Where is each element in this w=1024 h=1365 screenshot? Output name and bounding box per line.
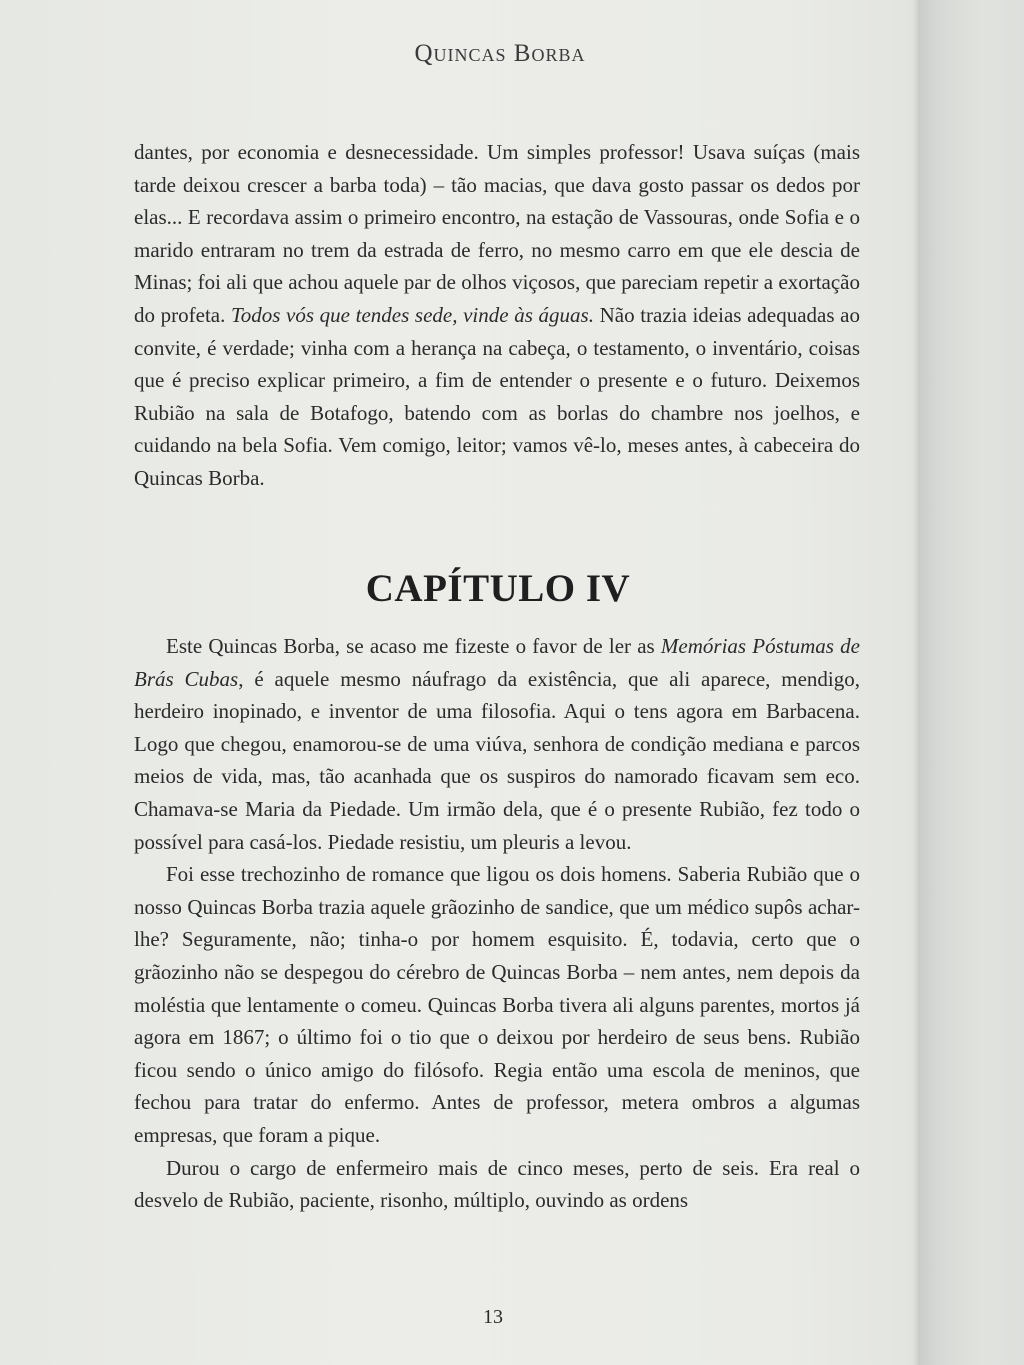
chapter-text-block: [134, 630, 860, 1217]
italic-book-title: Memórias Póstumas de Brás Cubas: [134, 634, 860, 691]
page-number: 13: [483, 1306, 503, 1328]
page-edge: [918, 0, 1024, 1365]
text-run: Este Quincas Borba, se acaso me fizeste o favor de ler as: [166, 634, 661, 658]
text-run: dantes, por economia e desnecessidade. Um simples professor! Usava suíças (mais tarde deixou crescer a barba toda) – tão macias, que dava gosto passar os dedos por elas... E recordava assim o primeiro encontro, na estação de Vassouras, onde Sofia e o marido entraram no trem da estrada de ferro, no mesmo carro em que ele descia de Minas; foi ali que achou aquele par de olhos viçosos, que pareciam repetir a exortação do profeta.: [134, 140, 860, 327]
text-run: Não trazia ideias adequadas ao convite, é verdade; vinha com a herança na cabeça, o testamento, o inventário, coisas que é preciso explicar primeiro, a fim de entender o presente e o futuro. Deixemos Rubião na sala de Botafogo, batendo com as borlas do chambre nos joelhos, e cuidando na bela Sofia. Vem comigo, leitor; vamos vê-lo, meses antes, à cabeceira do Quincas Borba.: [134, 302, 860, 490]
chapter-title: CAPÍTULO IV: [365, 567, 631, 610]
running-head: Quincas Borba: [414, 40, 586, 67]
text-run: , é aquele mesmo náufrago da existência, que ali aparece, mendigo, herdeiro inopinado, e inventor de uma filosofia. Aqui o tens agora em Barbacena. Logo que chegou, enamorou-se de uma viúva, senhora de condição mediana e parcos meios de vida, mas, tão acanhada que os suspiros do namorado ficavam sem eco. Chamava-se Maria da Piedade. Um irmão dela, que é o presente Rubião, fez todo o possível para casá-los. Piedade resistiu, um pleuris a levou.: [134, 666, 860, 854]
chapter-paragraph-1: [134, 630, 860, 858]
paragraph-continued: [134, 136, 860, 495]
chapter-paragraph-2: Foi esse trechozinho de romance que ligou os dois homens. Saberia Rubião que o nosso Quincas Borba trazia aquele grãozinho de sandice, que um médico supôs achar-lhe? Seguramente, não; tinha-o por homem esquisito. É, todavia, certo que o grãozinho não se despegou do cérebro de Quincas Borba – nem antes, nem depois da moléstia que lentamente o comeu. Quincas Borba tivera ali alguns parentes, mortos já agora em 1867; o último foi o tio que o deixou por herdeiro de seus bens. Rubião ficou sendo o único amigo do filósofo. Regia então uma escola de meninos, que fechou para tratar do enfermo. Antes de professor, metera ombros a algumas empresas, que foram a pique.: [134, 862, 860, 1147]
italic-quote: Todos vós que tendes sede, vinde às águas.: [230, 302, 594, 327]
top-text-block: [134, 136, 860, 495]
chapter-paragraph-3: Durou o cargo de enfermeiro mais de cinco meses, perto de seis. Era real o desvelo de Rubião, paciente, risonho, múltiplo, ouvindo as ordens: [134, 1155, 860, 1213]
